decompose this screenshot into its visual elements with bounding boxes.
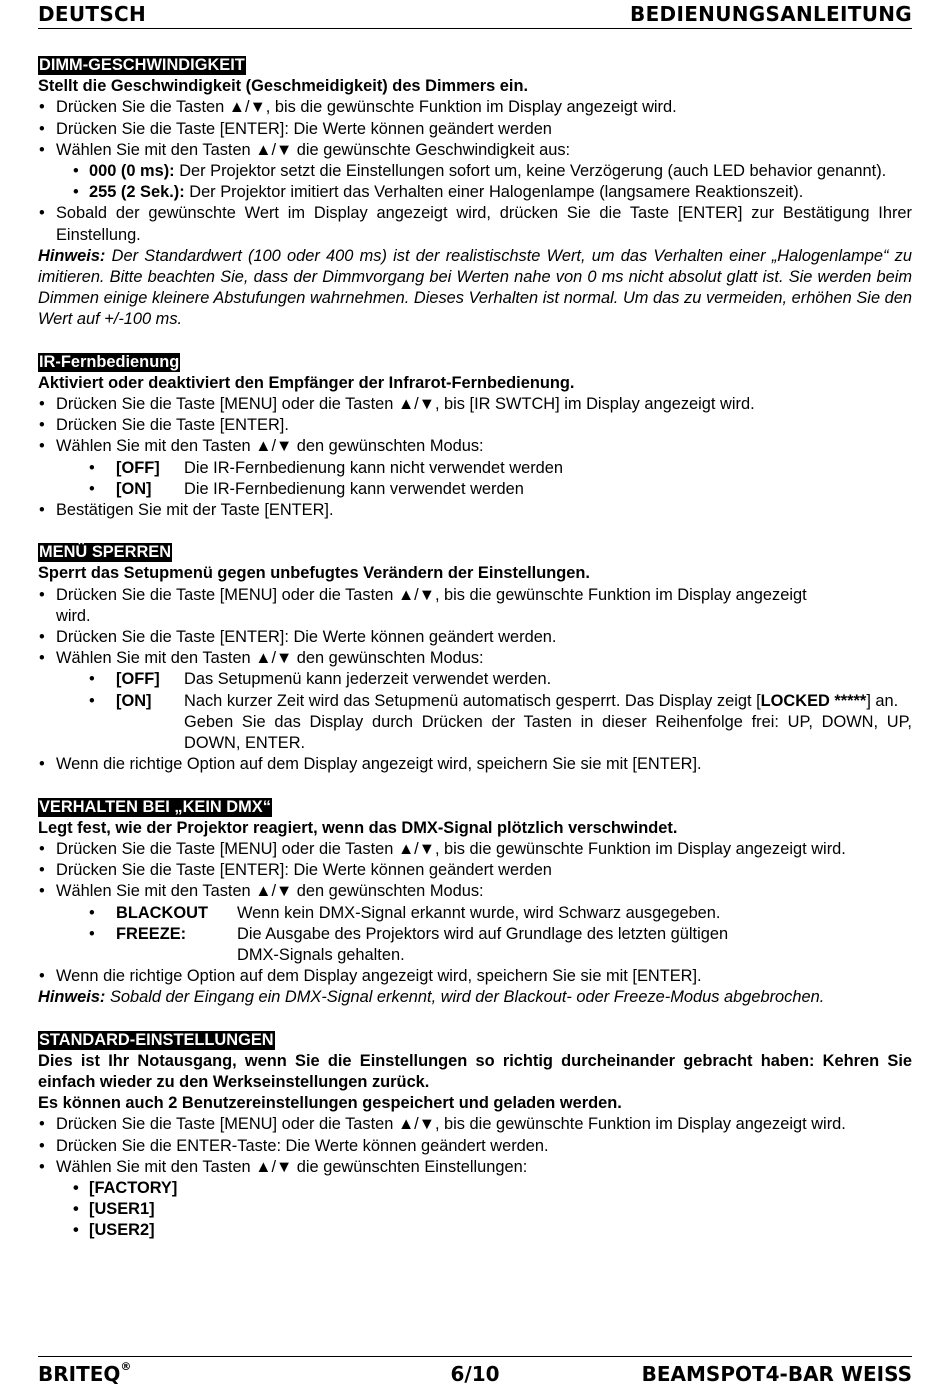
option-row (38, 903, 912, 924)
page-footer (38, 1356, 912, 1393)
section-title: DIMM-GESCHWINDIGKEIT (39, 56, 245, 74)
note-text: Der Standardwert (100 oder 400 ms) ist der realistischste Wert, um das Verhalten einer „Halogenlampe“ zu imitieren. Bitte beachten Sie, dass der Dimmvorgang bei Werten nahe von 0 ms nicht absolut glatt ist. Sie werden beim Dimmen einige kleinere Abstufungen wahrnehmen. Dieses Verhalten ist normal. Um das zu vermeiden, erhöhen Sie den Wert auf +/-100 ms. (38, 246, 912, 329)
note-text: Sobald der Eingang ein DMX-Signal erkennt, wird der Blackout- oder Freeze-Modus abgebrochen. (105, 988, 825, 1007)
list-item: • Drücken Sie die Taste [ENTER]: Die Werte können geändert werden. (38, 627, 912, 648)
sub-list-item: • [USER2] (38, 1220, 912, 1241)
list-item: • Wählen Sie mit den Tasten ▲/▼ die gewünschten Einstellungen: (38, 1157, 912, 1178)
option-row (38, 669, 912, 690)
list-item: • Drücken Sie die Taste [MENU] oder die Tasten ▲/▼, bis die gewünschte Funktion im Display angezeigt wird. (38, 585, 912, 627)
list-item: • Drücken Sie die ENTER-Taste: Die Werte können geändert werden. (38, 1136, 912, 1157)
list-item: • Wenn die richtige Option auf dem Display angezeigt wird, speichern Sie sie mit [ENTER]. (38, 966, 912, 987)
header-doc-title: BEDIENUNGSANLEITUNG (630, 2, 912, 26)
option-text: Der Projektor imitiert das Verhalten einer Halogenlampe (langsamere Reaktionszeit). (184, 183, 804, 202)
option-key: BLACKOUT (116, 903, 208, 922)
option-key: [ON] (116, 479, 152, 498)
section-title: VERHALTEN BEI „KEIN DMX“ (39, 797, 271, 816)
section-dimm-speed (38, 55, 912, 331)
section-intro: Legt fest, wie der Projektor reagiert, wenn das DMX-Signal plötzlich verschwindet. (38, 818, 678, 837)
locked-code: LOCKED ***** (760, 691, 867, 710)
list-item: • Bestätigen Sie mit der Taste [ENTER]. (38, 500, 912, 521)
list-item: • Drücken Sie die Taste [MENU] oder die Tasten ▲/▼, bis [IR SWTCH] im Display angezeigt wird. (38, 394, 912, 415)
option-text: Die IR-Fernbedienung kann nicht verwendet werden (184, 458, 564, 477)
section-menu-lock (38, 542, 912, 775)
sub-list-item (38, 182, 912, 203)
section-title: STANDARD-EINSTELLUNGEN (39, 1030, 274, 1049)
section-ir-remote (38, 352, 912, 522)
note (38, 987, 912, 1008)
section-title: MENÜ SPERREN (39, 543, 172, 562)
list-item: • Wenn die richtige Option auf dem Display angezeigt wird, speichern Sie sie mit [ENTER]. (38, 754, 912, 775)
brand-name: BRITEQ (38, 1362, 121, 1386)
option-text: Wenn kein DMX-Signal erkannt wurde, wird Schwarz ausgegeben. (237, 903, 721, 922)
page-content (38, 55, 912, 1242)
page-number: 6/10 (450, 1362, 500, 1386)
sub-list-item: • [FACTORY] (38, 1178, 912, 1199)
option-row (38, 691, 912, 755)
sub-list-item: • [USER1] (38, 1199, 912, 1220)
list-item: • Drücken Sie die Taste [MENU] oder die Tasten ▲/▼, bis die gewünschte Funktion im Display angezeigt wird. (38, 839, 912, 860)
list-item: • Drücken Sie die Tasten ▲/▼, bis die gewünschte Funktion im Display angezeigt wird. (38, 97, 912, 118)
option-key: FREEZE: (116, 924, 187, 943)
footer-product: BEAMSPOT4-BAR WEISS (641, 1362, 912, 1386)
option-row (38, 924, 912, 966)
option-key: 255 (2 Sek.): (89, 183, 185, 202)
page-header (38, 2, 912, 29)
section-default-settings (38, 1030, 912, 1242)
list-item: • Drücken Sie die Taste [ENTER]: Die Werte können geändert werden (38, 860, 912, 881)
header-language: DEUTSCH (38, 2, 147, 26)
list-item: • Sobald der gewünschte Wert im Display angezeigt wird, drücken Sie die Taste [ENTER] zur Bestätigung Ihrer Einstellung. (38, 203, 912, 245)
option-text: Nach kurzer Zeit wird das Setupmenü automatisch gesperrt. Das Display zeigt [ (184, 691, 761, 710)
option-row (38, 458, 912, 479)
note (38, 246, 912, 331)
option-text: Die Ausgabe des Projektors wird auf Grundlage des letzten gültigen (237, 924, 729, 943)
option-text: DMX-Signals gehalten. (237, 945, 405, 964)
list-item: • Wählen Sie mit den Tasten ▲/▼ den gewünschten Modus: (38, 648, 912, 669)
section-intro: Aktiviert oder deaktiviert den Empfänger der Infrarot-Fernbedienung. (38, 373, 575, 392)
option-key: [OFF] (116, 458, 160, 477)
list-item: • Drücken Sie die Taste [ENTER]: Die Werte können geändert werden (38, 119, 912, 140)
list-item: • Wählen Sie mit den Tasten ▲/▼ den gewünschten Modus: (38, 436, 912, 457)
option-text: Geben Sie das Display durch Drücken der Tasten in dieser Reihenfolge frei: UP, DOWN, UP, DOWN, ENTER. (184, 712, 912, 753)
section-intro: Es können auch 2 Benutzereinstellungen gespeichert und geladen werden. (38, 1094, 622, 1113)
option-text-block (237, 924, 728, 966)
note-label: Hinweis: (38, 246, 106, 265)
option-text-block (184, 691, 912, 755)
section-no-dmx (38, 797, 912, 1009)
option-text: Die IR-Fernbedienung kann verwendet werden (184, 479, 524, 498)
note-label: Hinweis: (38, 988, 106, 1007)
section-intro: Sperrt das Setupmenü gegen unbefugtes Verändern der Einstellungen. (38, 564, 590, 583)
list-item: • Drücken Sie die Taste [ENTER]. (38, 415, 912, 436)
option-row (38, 479, 912, 500)
option-text: Der Projektor setzt die Einstellungen sofort um, keine Verzögerung (auch LED behavior genannt). (174, 162, 887, 181)
section-title: IR-Fernbedienung (39, 352, 180, 371)
section-intro: Stellt die Geschwindigkeit (Geschmeidigkeit) des Dimmers ein. (38, 77, 529, 96)
sub-list-item (38, 161, 912, 182)
list-item: • Wählen Sie mit den Tasten ▲/▼ den gewünschten Modus: (38, 881, 912, 902)
list-item: • Drücken Sie die Taste [MENU] oder die Tasten ▲/▼, bis die gewünschte Funktion im Display angezeigt wird. (38, 1114, 912, 1135)
registered-mark: ® (120, 1360, 132, 1373)
list-item: • Wählen Sie mit den Tasten ▲/▼ die gewünschte Geschwindigkeit aus: (38, 140, 912, 161)
option-key: [OFF] (116, 670, 160, 689)
option-text: ] an. (866, 691, 899, 710)
section-intro: Dies ist Ihr Notausgang, wenn Sie die Einstellungen so richtig durcheinander gebracht haben: Kehren Sie einfach wieder zu den Werkseinstellungen zurück. (38, 1051, 912, 1091)
option-key: [ON] (116, 691, 152, 710)
option-text: Das Setupmenü kann jederzeit verwendet werden. (184, 670, 552, 689)
option-key: 000 (0 ms): (89, 162, 175, 181)
